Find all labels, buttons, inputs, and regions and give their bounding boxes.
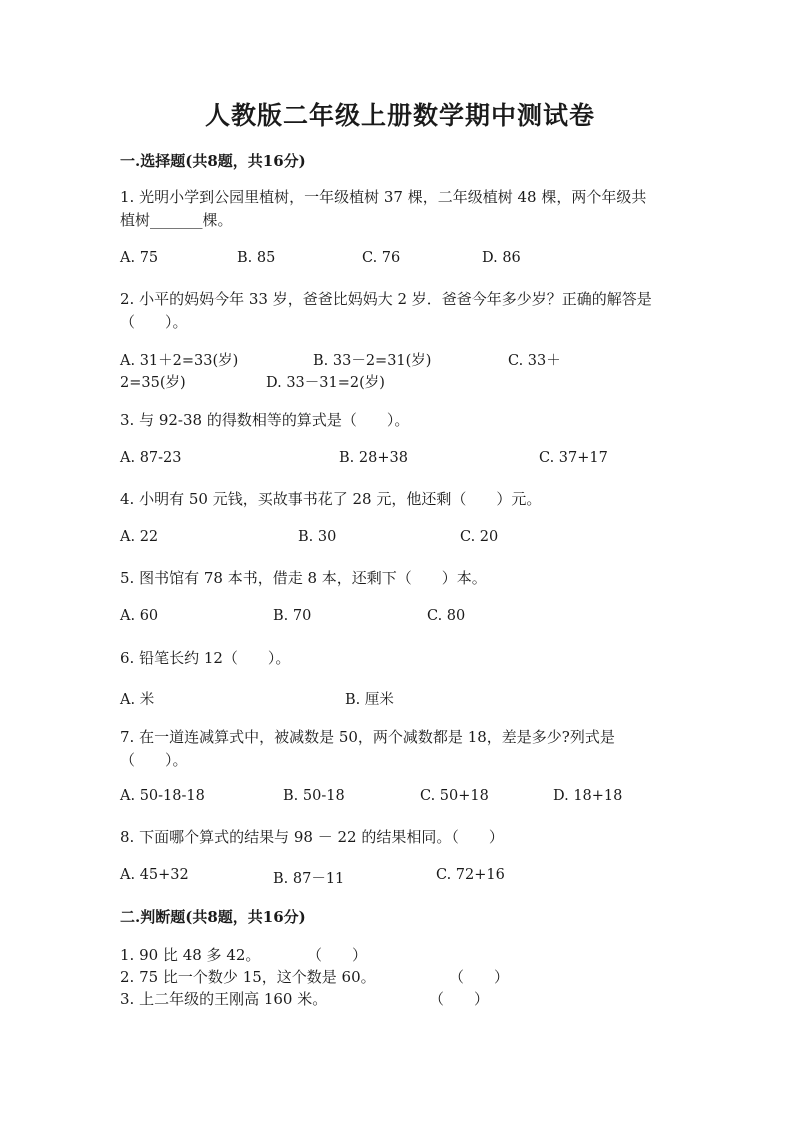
question-4-line1: 4. 小明有 50 元钱，买故事书花了 28 元，他还剩（ ）元。 — [120, 490, 542, 508]
option-c: C. 20 — [460, 529, 499, 545]
question-7-options — [120, 788, 680, 810]
question-2-line1: 2. 小平的妈妈今年 33 岁，爸爸比妈妈大 2 岁．爸爸今年多少岁？正确的解答是 — [120, 290, 652, 308]
question-7 — [120, 726, 680, 772]
page-title: 人教版二年级上册数学期中测试卷 — [204, 101, 595, 130]
section-heading-choice: 一.选择题(共8题，共16分) — [120, 152, 306, 170]
question-1-line1: 1. 光明小学到公园里植树，一年级植树 37 棵，二年级植树 48 棵，两个年级共 — [120, 188, 647, 206]
option-b: B. 33－2=31(岁) — [313, 353, 432, 369]
question-2-line2: （ ）。 — [120, 313, 188, 331]
option-c-continued: 2=35(岁) — [120, 375, 186, 391]
option-a: A. 50-18-18 — [120, 788, 205, 804]
option-b: B. 30 — [298, 529, 337, 545]
option-c: C. 72+16 — [436, 867, 505, 883]
option-a: A. 87-23 — [120, 450, 182, 466]
question-2 — [120, 288, 680, 334]
question-5-options — [120, 608, 680, 630]
question-7-line1: 7. 在一道连减算式中，被减数是 50，两个减数都是 18，差是多少?列式是 — [120, 728, 615, 746]
question-6-line1: 6. 铅笔长约 12（ ）。 — [120, 649, 291, 667]
question-3 — [120, 409, 680, 432]
option-c: C. 33＋ — [508, 353, 561, 369]
question-7-line2: （ ）。 — [120, 751, 188, 769]
option-a: A. 米 — [120, 692, 155, 708]
judgment-2-answer-blank: （ ） — [449, 968, 510, 986]
option-b: B. 87－11 — [273, 871, 345, 887]
question-2-options — [120, 349, 680, 395]
option-a: A. 60 — [120, 608, 159, 624]
question-5 — [120, 567, 680, 590]
option-c: C. 76 — [362, 250, 401, 266]
judgment-3-text: 3. 上二年级的王刚高 160 米。 — [120, 990, 328, 1008]
judgment-2-text: 2. 75 比一个数少 15，这个数是 60。 — [120, 968, 376, 986]
option-c: C. 50+18 — [420, 788, 489, 804]
question-4-options — [120, 529, 680, 551]
option-d: D. 18+18 — [553, 788, 623, 804]
option-b: B. 50-18 — [283, 788, 345, 804]
option-c: C. 80 — [427, 608, 466, 624]
judgment-3-answer-blank: （ ） — [429, 990, 490, 1008]
option-a: A. 45+32 — [120, 867, 189, 883]
option-b: B. 28+38 — [339, 450, 408, 466]
question-1-options — [120, 250, 680, 272]
option-a: A. 22 — [120, 529, 159, 545]
option-a: A. 75 — [120, 250, 159, 266]
question-4 — [120, 488, 680, 511]
question-8 — [120, 826, 680, 849]
option-b: B. 厘米 — [345, 692, 394, 708]
option-d: D. 33－31=2(岁) — [266, 375, 385, 391]
question-8-line1: 8. 下面哪个算式的结果与 98 － 22 的结果相同。（ ） — [120, 828, 504, 846]
question-3-line1: 3. 与 92-38 的得数相等的算式是（ ）。 — [120, 411, 410, 429]
judgment-1-answer-blank: （ ） — [307, 946, 368, 964]
question-6 — [120, 647, 680, 670]
option-b: B. 85 — [237, 250, 276, 266]
judgment-1-text: 1. 90 比 48 多 42。 — [120, 946, 261, 964]
question-3-options — [120, 450, 680, 472]
option-c: C. 37+17 — [539, 450, 608, 466]
option-b: B. 70 — [273, 608, 312, 624]
option-a: A. 31＋2=33(岁) — [120, 353, 239, 369]
question-1-line2: 植树_______棵。 — [120, 211, 233, 229]
question-1 — [120, 186, 680, 232]
section-heading-judgment: 二.判断题(共8题，共16分) — [120, 908, 306, 926]
question-8-options — [120, 867, 680, 889]
question-5-line1: 5. 图书馆有 78 本书，借走 8 本，还剩下（ ）本。 — [120, 569, 487, 587]
option-d: D. 86 — [482, 250, 521, 266]
question-6-options — [120, 688, 680, 710]
